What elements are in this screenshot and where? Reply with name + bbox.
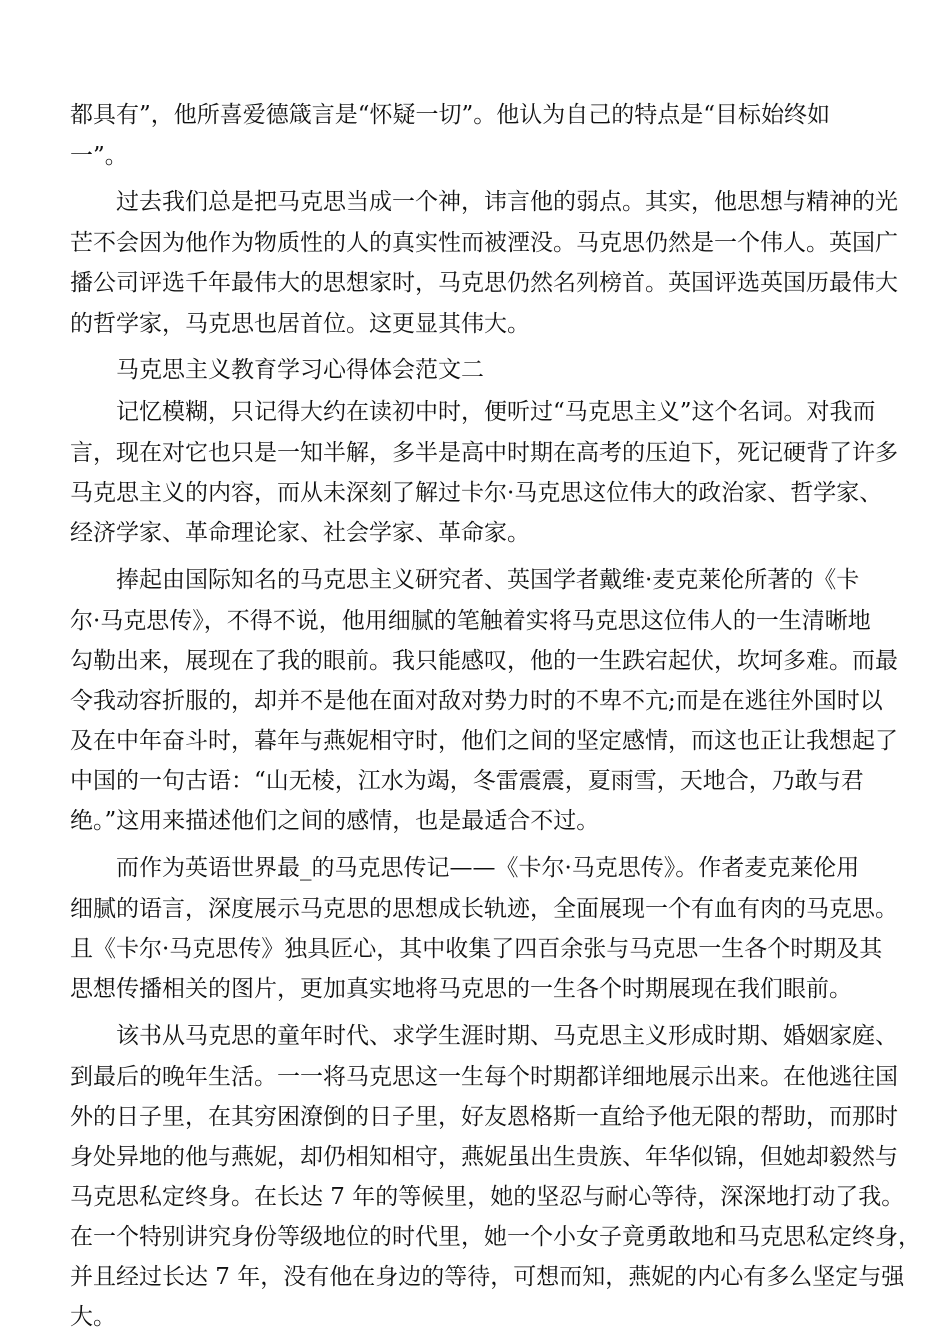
text-line: 及在中年奋斗时，暮年与燕妮相守时，他们之间的坚定感情，而这也正让我想起了 <box>70 728 898 754</box>
text-line: 都具有”，他所喜爱德箴言是“怀疑一切”。他认为自己的特点是“目标始终如 <box>70 102 831 128</box>
text-line: 言，现在对它也只是一知半解，多半是高中时期在高考的压迫下，死记硬背了许多 <box>70 440 898 466</box>
text-line: 过去我们总是把马克思当成一个神，讳言他的弱点。其实，他思想与精神的光 <box>116 189 898 215</box>
text-line: 身处异地的他与燕妮，却仍相知相守，燕妮虽出生贵族、年华似锦，但她却毅然与 <box>70 1144 898 1170</box>
text-line: 该书从马克思的童年时代、求学生涯时期、马克思主义形成时期、婚姻家庭、 <box>116 1023 898 1049</box>
text-line: 绝。”这用来描述他们之间的感情，也是最适合不过。 <box>70 808 600 834</box>
text-line: 并且经过长达 7 年，没有他在身边的等待，可想而知，燕妮的内心有多么坚定与强 <box>70 1264 905 1290</box>
text-line: 芒不会因为他作为物质性的人的真实性而被湮没。马克思仍然是一个伟人。英国广 <box>70 230 898 256</box>
text-line: 思想传播相关的图片，更加真实地将马克思的一生各个时期展现在我们眼前。 <box>70 976 852 1002</box>
text-line: 令我动容折服的，却并不是他在面对敌对势力时的不卑不亢;而是在逃往外国时以 <box>70 688 883 714</box>
text-line: 在一个特别讲究身份等级地位的时代里，她一个小女子竟勇敢地和马克思私定终身， <box>70 1224 921 1250</box>
text-line: 到最后的晚年生活。一一将马克思这一生每个时期都详细地展示出来。在他逃往国 <box>70 1064 898 1090</box>
text-line: 马克思私定终身。在长达 7 年的等候里，她的坚忍与耐心等待，深深地打动了我。 <box>70 1184 905 1210</box>
text-line: 尔·马克思传》，不得不说，他用细腻的笔触着实将马克思这位伟人的一生清晰地 <box>70 608 871 634</box>
text-line: 且《卡尔·马克思传》独具匠心，其中收集了四百余张与马克思一生各个时期及其 <box>70 936 883 962</box>
text-line: 细腻的语言，深度展示马克思的思想成长轨迹，全面展现一个有血有肉的马克思。 <box>70 896 898 922</box>
text-line: 经济学家、革命理论家、社会学家、革命家。 <box>70 520 530 546</box>
text-line: 勾勒出来，展现在了我的眼前。我只能感叹，他的一生跌宕起伏，坎坷多难。而最 <box>70 648 898 674</box>
section-heading: 马克思主义教育学习心得体会范文二 <box>116 357 484 383</box>
text-line: 捧起由国际知名的马克思主义研究者、英国学者戴维·麦克莱伦所著的《卡 <box>116 567 860 593</box>
text-line: 而作为英语世界最_的马克思传记——《卡尔·马克思传》。作者麦克莱伦用 <box>116 855 860 881</box>
text-line: 马克思主义的内容，而从未深刻了解过卡尔·马克思这位伟大的政治家、哲学家、 <box>70 480 883 506</box>
text-line: 中国的一句古语：“山无棱，江水为竭，冬雷震震，夏雨雪，天地合，乃敢与君 <box>70 768 864 794</box>
text-line: 一”。 <box>70 143 128 169</box>
text-line: 的哲学家，马克思也居首位。这更显其伟大。 <box>70 311 530 337</box>
text-line: 记忆模糊，只记得大约在读初中时，便听过“马克思主义”这个名词。对我而 <box>116 399 876 425</box>
text-line: 外的日子里，在其穷困潦倒的日子里，好友恩格斯一直给予他无限的帮助，而那时 <box>70 1104 898 1130</box>
text-line: 大。 <box>70 1304 116 1330</box>
text-line: 播公司评选千年最伟大的思想家时，马克思仍然名列榜首。英国评选英国历最伟大 <box>70 270 898 296</box>
